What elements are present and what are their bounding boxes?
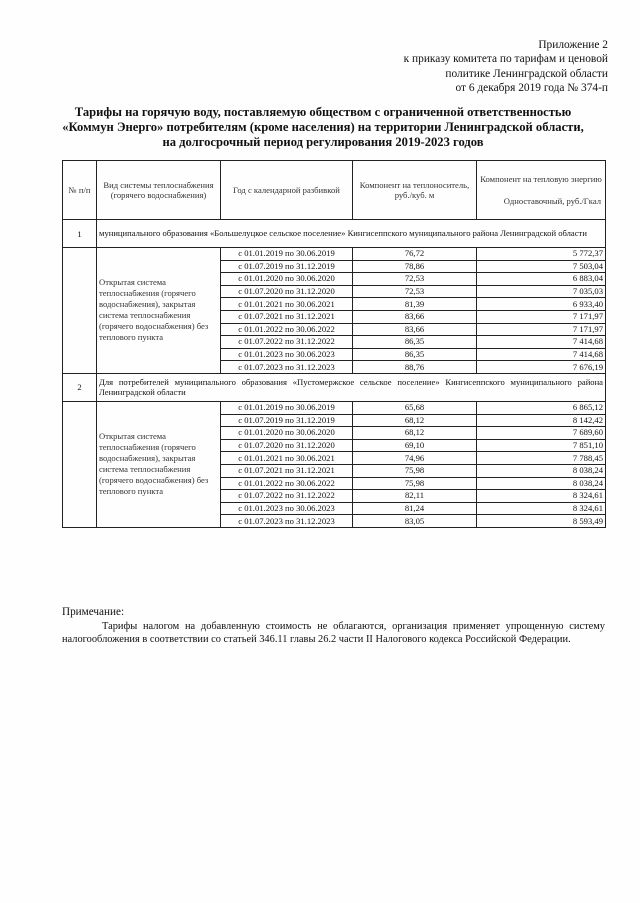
municipality-name: муниципального образования «Большелуцкое сельское поселение» Кингисеппского муниципального района Ленинградской области (97, 220, 606, 248)
period-cell: с 01.07.2022 по 31.12.2022 (221, 490, 353, 503)
period-cell: с 01.07.2021 по 31.12.2021 (221, 310, 353, 323)
table-row (63, 401, 606, 414)
title-line: на долгосрочный период регулирования 2019-2023 годов (162, 135, 484, 150)
period-cell: с 01.07.2020 по 31.12.2020 (221, 439, 353, 452)
energy-value: 7 788,45 (477, 452, 606, 465)
col-header-system: Вид системы теплоснабжения (горячего водоснабжения) (97, 161, 221, 220)
energy-value: 8 038,24 (477, 464, 606, 477)
period-cell: с 01.01.2021 по 30.06.2021 (221, 452, 353, 465)
carrier-value: 88,76 (353, 361, 477, 374)
period-cell: с 01.07.2020 по 31.12.2020 (221, 285, 353, 298)
period-cell: с 01.07.2023 по 31.12.2023 (221, 515, 353, 528)
note-text: Тарифы налогом на добавленную стоимость не облагаются, организация применяет упрощенную систему налогообложения в соответствии со статьей 346.11 главы 26.2 части II Налогового кодекса Российской Федерации. (62, 621, 605, 645)
document-title (30, 105, 616, 151)
municipality-row (63, 220, 606, 248)
carrier-value: 65,68 (353, 401, 477, 414)
col-header-num: № п/п (63, 161, 97, 220)
energy-value: 5 772,37 (477, 248, 606, 261)
period-cell: с 01.01.2019 по 30.06.2019 (221, 401, 353, 414)
tariff-table (62, 160, 606, 528)
carrier-value: 68,12 (353, 427, 477, 440)
appendix-header (348, 38, 608, 96)
energy-value: 7 035,03 (477, 285, 606, 298)
section-number: 1 (63, 220, 97, 248)
period-cell: с 01.01.2020 по 30.06.2020 (221, 273, 353, 286)
carrier-value: 86,35 (353, 348, 477, 361)
period-cell: с 01.01.2021 по 30.06.2021 (221, 298, 353, 311)
period-cell: с 01.07.2023 по 31.12.2023 (221, 361, 353, 374)
blank-cell (63, 401, 97, 527)
carrier-value: 75,98 (353, 477, 477, 490)
col-header-energy (477, 161, 606, 220)
section-number: 2 (63, 373, 97, 401)
period-cell: с 01.01.2022 по 30.06.2022 (221, 323, 353, 336)
appendix-line: к приказу комитета по тарифам и ценовой (403, 53, 608, 66)
municipality-row (63, 373, 606, 401)
municipality-name: Для потребителей муниципального образования «Пустомержское сельское поселение» Кингисеппского муниципального района Ленинградской области (97, 373, 606, 401)
col-header-period: Год с календарной разбивкой (221, 161, 353, 220)
energy-value: 8 593,49 (477, 515, 606, 528)
carrier-value: 81,39 (353, 298, 477, 311)
energy-value: 6 883,04 (477, 273, 606, 286)
carrier-value: 74,96 (353, 452, 477, 465)
energy-value: 6 865,12 (477, 401, 606, 414)
col-header-energy-top: Компонент на тепловую энергию (480, 174, 602, 184)
energy-value: 7 414,68 (477, 348, 606, 361)
period-cell: с 01.07.2019 по 31.12.2019 (221, 414, 353, 427)
carrier-value: 69,10 (353, 439, 477, 452)
period-cell: с 01.07.2021 по 31.12.2021 (221, 464, 353, 477)
carrier-value: 72,53 (353, 285, 477, 298)
period-cell: с 01.01.2019 по 30.06.2019 (221, 248, 353, 261)
energy-value: 8 142,42 (477, 414, 606, 427)
carrier-value: 76,72 (353, 248, 477, 261)
carrier-value: 78,86 (353, 260, 477, 273)
carrier-value: 86,35 (353, 336, 477, 349)
carrier-value: 72,53 (353, 273, 477, 286)
table-row (63, 248, 606, 261)
title-line: «Коммун Энерго» потребителям (кроме населения) на территории Ленинградской области, (62, 120, 584, 135)
energy-value: 7 414,68 (477, 336, 606, 349)
period-cell: с 01.01.2022 по 30.06.2022 (221, 477, 353, 490)
col-header-carrier: Компонент на теплоноситель, руб./куб. м (353, 161, 477, 220)
period-cell: с 01.01.2023 по 30.06.2023 (221, 502, 353, 515)
period-cell: с 01.07.2019 по 31.12.2019 (221, 260, 353, 273)
carrier-value: 83,66 (353, 323, 477, 336)
table-header-row (63, 161, 606, 220)
system-type: Открытая система теплоснабжения (горячего водоснабжения), закрытая система теплоснабжения (горячего водоснабжения) без теплового пункта (97, 248, 221, 374)
appendix-line: Приложение 2 (538, 39, 608, 51)
blank-cell (63, 248, 97, 374)
period-cell: с 01.01.2023 по 30.06.2023 (221, 348, 353, 361)
carrier-value: 83,66 (353, 310, 477, 323)
energy-value: 8 038,24 (477, 477, 606, 490)
appendix-line: политике Ленинградской области (445, 67, 608, 80)
system-type: Открытая система теплоснабжения (горячего водоснабжения), закрытая система теплоснабжения (горячего водоснабжения) без теплового пункта (97, 401, 221, 527)
col-header-energy-bottom: Одноставочный, руб./Гкал (503, 196, 601, 206)
period-cell: с 01.01.2020 по 30.06.2020 (221, 427, 353, 440)
appendix-line: от 6 декабря 2019 года № 374-п (455, 82, 608, 95)
carrier-value: 81,24 (353, 502, 477, 515)
energy-value: 6 933,40 (477, 298, 606, 311)
energy-value: 7 689,60 (477, 427, 606, 440)
energy-value: 7 503,04 (477, 260, 606, 273)
energy-value: 8 324,61 (477, 490, 606, 503)
carrier-value: 82,11 (353, 490, 477, 503)
period-cell: с 01.07.2022 по 31.12.2022 (221, 336, 353, 349)
energy-value: 7 171,97 (477, 323, 606, 336)
carrier-value: 75,98 (353, 464, 477, 477)
energy-value: 7 171,97 (477, 310, 606, 323)
carrier-value: 83,05 (353, 515, 477, 528)
energy-value: 7 676,19 (477, 361, 606, 374)
note-label: Примечание: (62, 606, 125, 618)
energy-value: 8 324,61 (477, 502, 606, 515)
title-line: Тарифы на горячую воду, поставляемую обществом с ограниченной ответственностью (74, 105, 572, 119)
energy-value: 7 851,10 (477, 439, 606, 452)
carrier-value: 68,12 (353, 414, 477, 427)
